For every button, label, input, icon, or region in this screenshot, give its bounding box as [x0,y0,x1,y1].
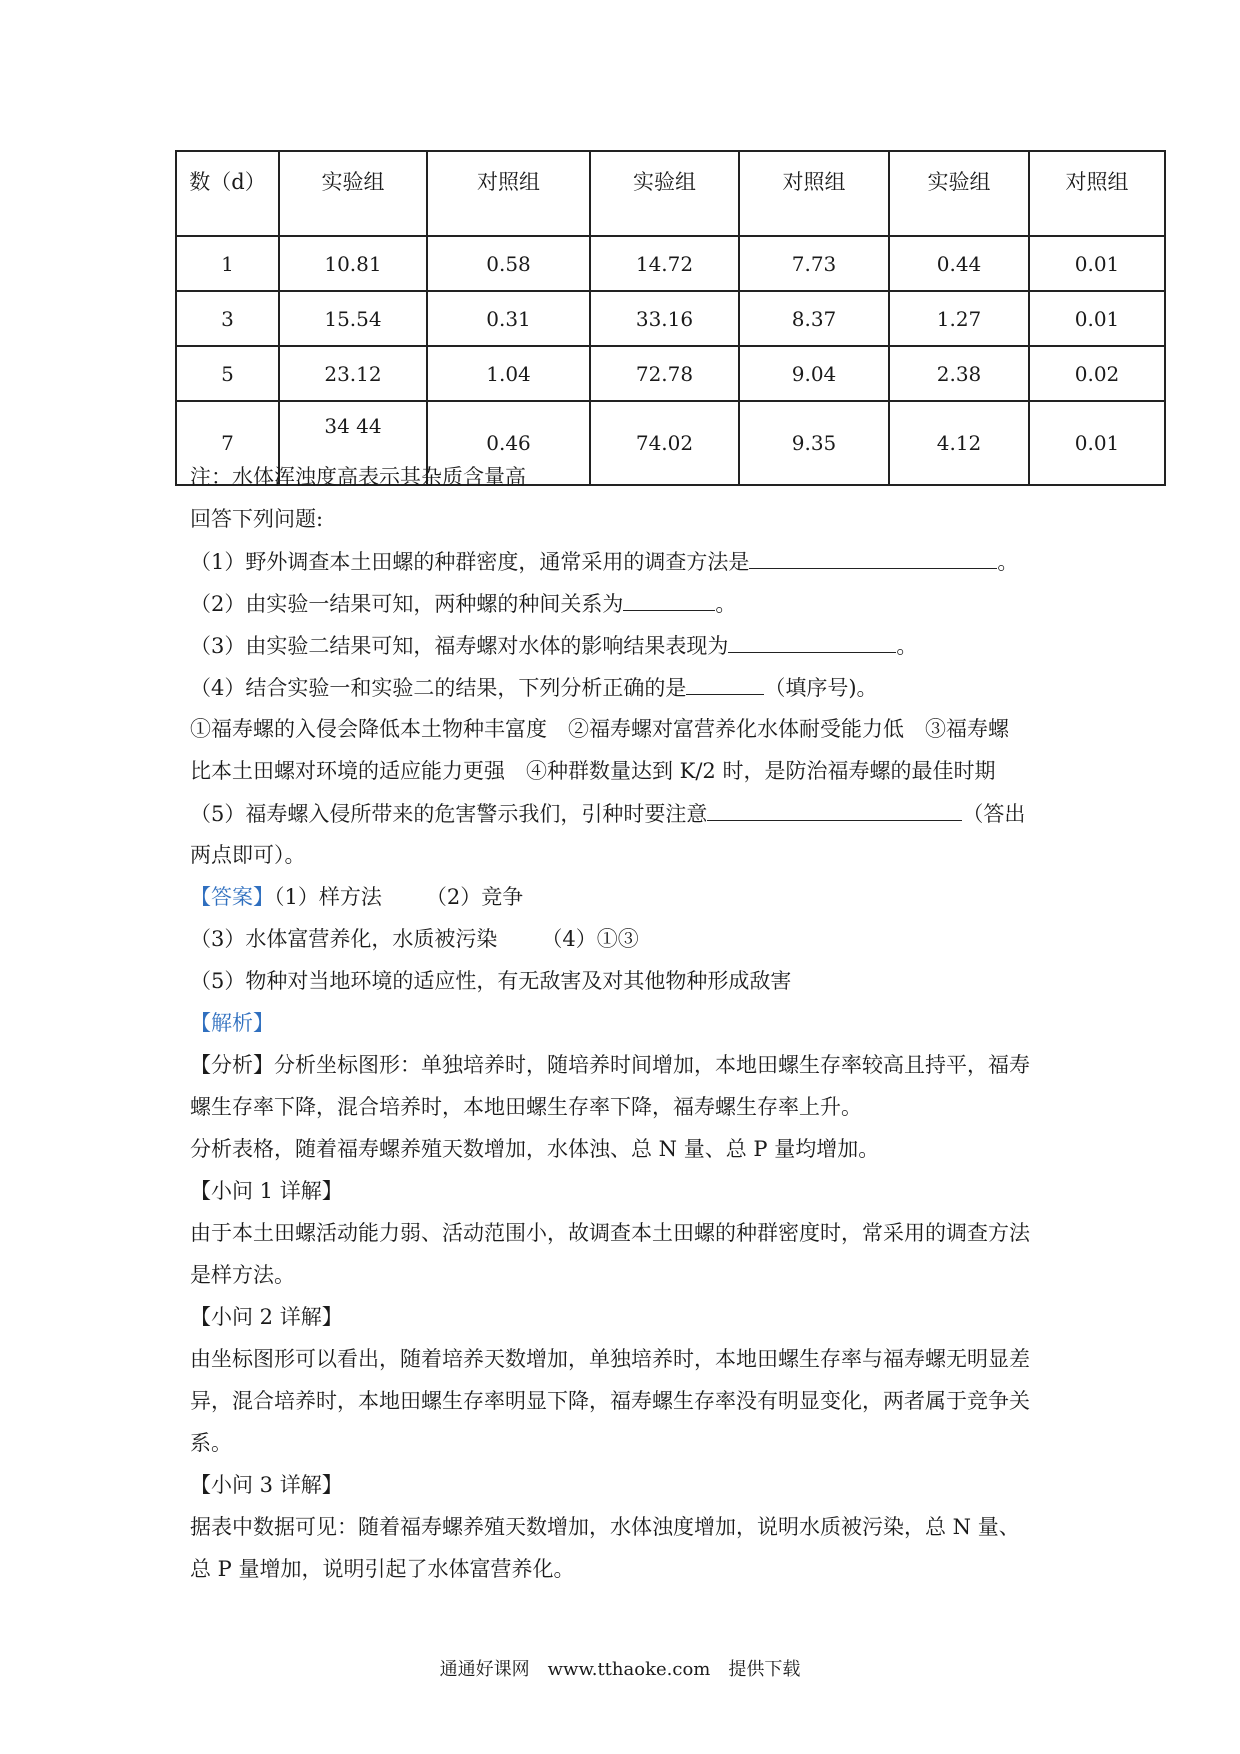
question-end: 。 [715,592,737,616]
paragraph-text: 系。 [190,1431,232,1455]
question-text: （3）由实验二结果可知，福寿螺对水体的影响结果表现为 [190,634,729,658]
table-cell: 14.72 [590,236,739,291]
table-cell: 1.27 [889,291,1029,346]
question-4-options: 比本土田螺对环境的适应能力更强 ④种群数量达到 K/2 时，是防治福寿螺的最佳时期 [190,759,996,783]
question-text: （1）野外调查本土田螺的种群密度，通常采用的调查方法是 [190,550,750,574]
paragraph-text: 据表中数据可见：随着福寿螺养殖天数增加，水体浊度增加，说明水质被污染，总 N 量、 [190,1515,1020,1539]
table-cell: 0.58 [427,236,590,291]
table-cell: 23.12 [279,346,427,401]
question-5-continued: 两点即可）。 [190,843,306,867]
question-3 [190,630,917,661]
paragraph-text: 由于本土田螺活动能力弱、活动范围小，故调查本土田螺的种群密度时，常采用的调查方法 [190,1221,1030,1245]
question-text: （2）由实验一结果可知，两种螺的种间关系为 [190,592,624,616]
table-cell: 5 [176,346,279,401]
question-text: （5）福寿螺入侵所带来的危害警示我们，引种时要注意 [190,802,708,826]
question-5 [190,798,1025,829]
table-cell: 3 [176,291,279,346]
analysis-paragraph [190,1050,1030,1080]
answer-item: （1）样方法 [274,885,382,909]
table-cell: 0.02 [1029,346,1165,401]
answer-line [190,882,523,912]
paragraph-text: 分析坐标图形：单独培养时，随培养时间增加，本地田螺生存率较高且持平，福寿 [274,1053,1030,1077]
answer-blank [707,798,962,821]
table-header-cell: 实验组 [590,151,739,236]
paragraph-text: 螺生存率下降，混合培养时，本地田螺生存率下降，福寿螺生存率上升。 [190,1095,862,1119]
table-cell: 0.44 [889,236,1029,291]
section-title: 【小问 1 详解】 [190,1179,343,1203]
table-header-cell: 实验组 [889,151,1029,236]
table-note: 注：水体浑浊度高表示其杂质含量高 [190,465,526,489]
answer-label: 【答案】 [190,885,274,909]
table-cell: 7.73 [739,236,889,291]
table-row [176,236,1165,291]
question-1 [190,546,1018,577]
answer-line [190,924,639,954]
table-header-cell: 实验组 [279,151,427,236]
table-row [176,291,1165,346]
question-4-options: ①福寿螺的入侵会降低本土物种丰富度 ②福寿螺对富营养化水体耐受能力低 ③福寿螺 [190,717,1009,741]
paragraph-text: 分析表格，随着福寿螺养殖天数增加，水体浊、总 N 量、总 P 量均增加。 [190,1137,880,1161]
table-header-row [176,151,1165,236]
question-end: （答出 [962,802,1026,826]
table-header-cell: 对照组 [1029,151,1165,236]
paragraph-text: 异，混合培养时，本地田螺生存率明显下降，福寿螺生存率没有明显变化，两者属于竞争关 [190,1389,1030,1413]
table-cell: 2.38 [889,346,1029,401]
analysis-label: 【解析】 [190,1011,274,1035]
question-end: （填序号)。 [764,676,878,700]
table-cell: 0.01 [1029,291,1165,346]
table-cell: 0.46 [427,401,590,485]
paragraph-text: 是样方法。 [190,1263,295,1287]
table-cell: 0.31 [427,291,590,346]
table-cell: 9.04 [739,346,889,401]
table-cell: 0.01 [1029,401,1165,485]
section-title: 【小问 2 详解】 [190,1305,343,1329]
answer-item: （3）水体富营养化，水质被污染 [190,927,498,951]
answer-blank [728,630,896,653]
answer-blank [623,588,715,611]
table-cell: 8.37 [739,291,889,346]
question-text: （4）结合实验一和实验二的结果，下列分析正确的是 [190,676,687,700]
paragraph-text: 总 P 量增加，说明引起了水体富营养化。 [190,1557,575,1581]
table-row [176,346,1165,401]
answer-blank [686,672,764,695]
table-cell: 0.01 [1029,236,1165,291]
question-end: 。 [997,550,1019,574]
section-label: 【分析】 [190,1053,274,1077]
table-cell: 74.02 [590,401,739,485]
table-header-cell: 对照组 [427,151,590,236]
question-4 [190,672,878,703]
data-table [175,150,1166,486]
table-header-cell: 对照组 [739,151,889,236]
prompt-text: 回答下列问题: [190,507,324,531]
table-header-cell: 数（d） [176,151,279,236]
table-cell: 72.78 [590,346,739,401]
table-cell: 4.12 [889,401,1029,485]
paragraph-text: 由坐标图形可以看出，随着培养天数增加，单独培养时，本地田螺生存率与福寿螺无明显差 [190,1347,1030,1371]
table-cell: 9.35 [739,401,889,485]
table-cell: 33.16 [590,291,739,346]
table-cell: 1 [176,236,279,291]
section-title: 【小问 3 详解】 [190,1473,343,1497]
table-cell: 1.04 [427,346,590,401]
table-cell: 34 44 [279,401,427,485]
answer-item: （2）竞争 [425,885,524,909]
question-end: 。 [896,634,918,658]
table-cell: 7 [176,401,279,485]
answer-item: （4）①③ [541,927,639,951]
page-footer: 通通好课网 www.tthaoke.com 提供下载 [439,1659,801,1680]
table-cell: 10.81 [279,236,427,291]
answer-blank [749,546,997,569]
answer-item: （5）物种对当地环境的适应性，有无敌害及对其他物种形成敌害 [190,969,792,993]
table-cell: 15.54 [279,291,427,346]
question-2 [190,588,736,619]
